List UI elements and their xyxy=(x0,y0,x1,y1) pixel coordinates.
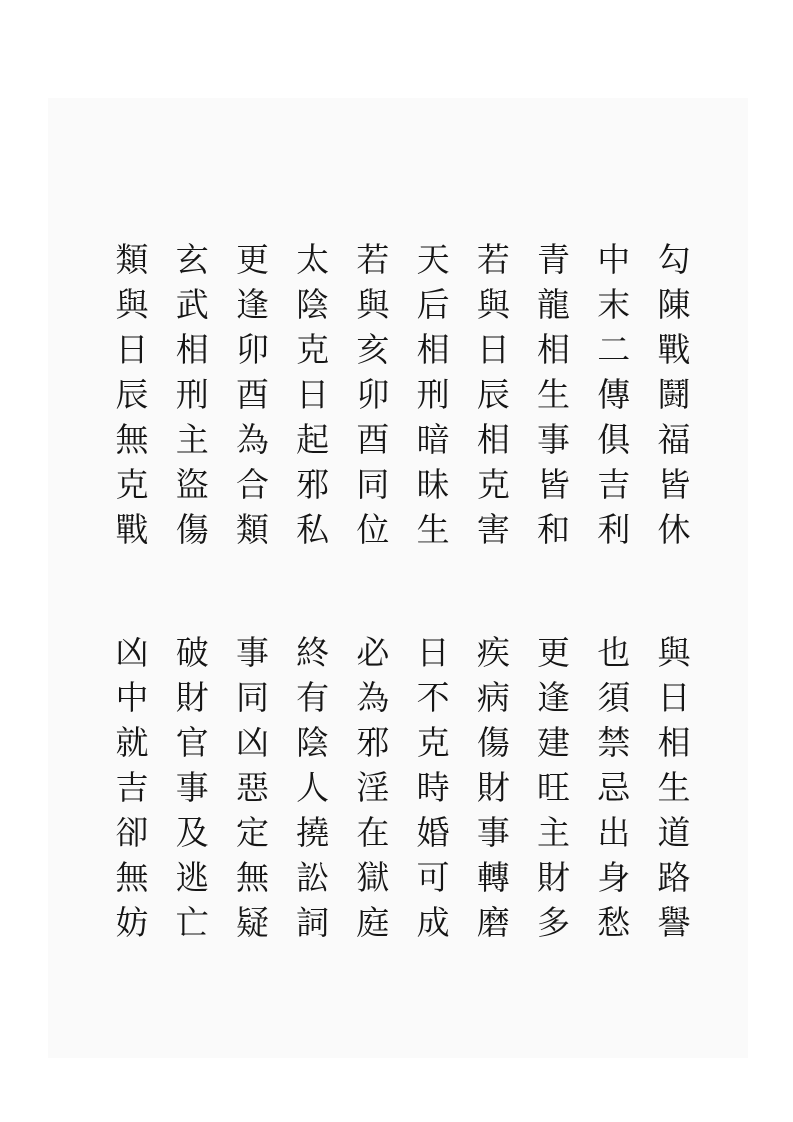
verse-character: 事 xyxy=(175,768,209,807)
verse-character: 時 xyxy=(416,768,450,807)
verse-character: 更 xyxy=(235,240,269,279)
verse-character: 凶 xyxy=(115,633,149,672)
verse-character: 事 xyxy=(476,813,510,852)
verse-column xyxy=(650,630,698,945)
verse-character: 磨 xyxy=(476,903,510,942)
verse-character: 獄 xyxy=(356,858,390,897)
verse-character: 必 xyxy=(356,633,390,672)
verse-character: 吉 xyxy=(115,768,149,807)
verse-character: 勾 xyxy=(657,240,691,279)
verse-character: 凶 xyxy=(235,723,269,762)
verse-character: 財 xyxy=(476,768,510,807)
verse-column xyxy=(228,237,276,552)
verse-character: 與 xyxy=(476,285,510,324)
verse-character: 玄 xyxy=(175,240,209,279)
verse-character: 為 xyxy=(356,678,390,717)
verse-character: 官 xyxy=(175,723,209,762)
verse-character: 傷 xyxy=(175,510,209,549)
verse-character: 中 xyxy=(115,678,149,717)
verse-column xyxy=(590,630,638,945)
verse-character: 起 xyxy=(296,420,330,459)
verse-character: 愁 xyxy=(597,903,631,942)
verse-character: 禁 xyxy=(597,723,631,762)
verse-character: 逢 xyxy=(235,285,269,324)
verse-character: 太 xyxy=(296,240,330,279)
verse-character: 詞 xyxy=(296,903,330,942)
verse-character: 路 xyxy=(657,858,691,897)
verse-character: 合 xyxy=(235,465,269,504)
verse-character: 成 xyxy=(416,903,450,942)
verse-character: 戰 xyxy=(115,510,149,549)
verse-character: 主 xyxy=(175,420,209,459)
verse-character: 財 xyxy=(175,678,209,717)
verse-column xyxy=(409,237,457,552)
verse-character: 昧 xyxy=(416,465,450,504)
verse-character: 人 xyxy=(296,768,330,807)
verse-character: 休 xyxy=(657,510,691,549)
verse-block-1 xyxy=(108,237,698,552)
verse-column xyxy=(289,630,337,945)
verse-character: 相 xyxy=(476,420,510,459)
verse-character: 邪 xyxy=(296,465,330,504)
verse-character: 逃 xyxy=(175,858,209,897)
verse-character: 財 xyxy=(537,858,571,897)
verse-character: 亥 xyxy=(356,330,390,369)
verse-character: 建 xyxy=(537,723,571,762)
verse-character: 無 xyxy=(115,858,149,897)
verse-character: 克 xyxy=(115,465,149,504)
verse-character: 陰 xyxy=(296,285,330,324)
verse-character: 相 xyxy=(537,330,571,369)
verse-column xyxy=(530,237,578,552)
verse-character: 卯 xyxy=(356,375,390,414)
verse-character: 庭 xyxy=(356,903,390,942)
verse-character: 與 xyxy=(356,285,390,324)
verse-character: 轉 xyxy=(476,858,510,897)
verse-column xyxy=(349,237,397,552)
verse-character: 也 xyxy=(597,633,631,672)
verse-character: 在 xyxy=(356,813,390,852)
verse-character: 定 xyxy=(235,813,269,852)
verse-character: 撓 xyxy=(296,813,330,852)
verse-character: 事 xyxy=(537,420,571,459)
verse-character: 身 xyxy=(597,858,631,897)
verse-character: 傷 xyxy=(476,723,510,762)
verse-character: 末 xyxy=(597,285,631,324)
verse-column xyxy=(168,237,216,552)
verse-character: 破 xyxy=(175,633,209,672)
verse-character: 亡 xyxy=(175,903,209,942)
verse-character: 病 xyxy=(476,678,510,717)
verse-character: 克 xyxy=(476,465,510,504)
verse-character: 日 xyxy=(657,678,691,717)
verse-character: 武 xyxy=(175,285,209,324)
verse-character: 俱 xyxy=(597,420,631,459)
verse-character: 辰 xyxy=(476,375,510,414)
verse-column xyxy=(590,237,638,552)
verse-column xyxy=(469,237,517,552)
verse-character: 刑 xyxy=(175,375,209,414)
verse-character: 道 xyxy=(657,813,691,852)
verse-character: 妨 xyxy=(115,903,149,942)
verse-character: 暗 xyxy=(416,420,450,459)
verse-character: 盜 xyxy=(175,465,209,504)
verse-character: 相 xyxy=(175,330,209,369)
verse-character: 淫 xyxy=(356,768,390,807)
verse-character: 可 xyxy=(416,858,450,897)
verse-character: 與 xyxy=(115,285,149,324)
verse-character: 酉 xyxy=(235,375,269,414)
verse-character: 辰 xyxy=(115,375,149,414)
verse-character: 戰 xyxy=(657,330,691,369)
verse-character: 多 xyxy=(537,903,571,942)
verse-character: 邪 xyxy=(356,723,390,762)
verse-character: 主 xyxy=(537,813,571,852)
verse-column xyxy=(349,630,397,945)
verse-character: 須 xyxy=(597,678,631,717)
verse-character: 同 xyxy=(235,678,269,717)
verse-column xyxy=(650,237,698,552)
verse-column xyxy=(228,630,276,945)
verse-character: 刑 xyxy=(416,375,450,414)
verse-character: 皆 xyxy=(657,465,691,504)
verse-character: 疾 xyxy=(476,633,510,672)
verse-block-2 xyxy=(108,630,698,945)
verse-character: 事 xyxy=(235,633,269,672)
verse-character: 不 xyxy=(416,678,450,717)
verse-column xyxy=(168,630,216,945)
verse-character: 若 xyxy=(476,240,510,279)
verse-character: 無 xyxy=(235,858,269,897)
verse-character: 和 xyxy=(537,510,571,549)
verse-character: 卻 xyxy=(115,813,149,852)
verse-character: 為 xyxy=(235,420,269,459)
verse-character: 相 xyxy=(416,330,450,369)
verse-character: 生 xyxy=(657,768,691,807)
verse-character: 及 xyxy=(175,813,209,852)
verse-character: 疑 xyxy=(235,903,269,942)
verse-character: 類 xyxy=(115,240,149,279)
verse-character: 青 xyxy=(537,240,571,279)
verse-character: 日 xyxy=(476,330,510,369)
verse-character: 訟 xyxy=(296,858,330,897)
verse-character: 二 xyxy=(597,330,631,369)
verse-character: 克 xyxy=(416,723,450,762)
verse-character: 旺 xyxy=(537,768,571,807)
verse-character: 婚 xyxy=(416,813,450,852)
verse-character: 譽 xyxy=(657,903,691,942)
verse-character: 位 xyxy=(356,510,390,549)
verse-character: 中 xyxy=(597,240,631,279)
verse-column xyxy=(530,630,578,945)
verse-character: 日 xyxy=(416,633,450,672)
verse-character: 龍 xyxy=(537,285,571,324)
verse-character: 吉 xyxy=(597,465,631,504)
verse-character: 忌 xyxy=(597,768,631,807)
verse-character: 同 xyxy=(356,465,390,504)
verse-column xyxy=(469,630,517,945)
verse-character: 鬪 xyxy=(657,375,691,414)
verse-character: 類 xyxy=(235,510,269,549)
verse-character: 利 xyxy=(597,510,631,549)
verse-character: 若 xyxy=(356,240,390,279)
verse-character: 天 xyxy=(416,240,450,279)
verse-character: 福 xyxy=(657,420,691,459)
verse-character: 逢 xyxy=(537,678,571,717)
verse-character: 皆 xyxy=(537,465,571,504)
verse-character: 卯 xyxy=(235,330,269,369)
verse-character: 有 xyxy=(296,678,330,717)
verse-character: 更 xyxy=(537,633,571,672)
verse-character: 無 xyxy=(115,420,149,459)
verse-character: 日 xyxy=(115,330,149,369)
verse-character: 終 xyxy=(296,633,330,672)
verse-column xyxy=(289,237,337,552)
verse-character: 出 xyxy=(597,813,631,852)
verse-character: 陳 xyxy=(657,285,691,324)
verse-character: 生 xyxy=(416,510,450,549)
verse-character: 克 xyxy=(296,330,330,369)
verse-column xyxy=(108,630,156,945)
verse-character: 后 xyxy=(416,285,450,324)
verse-character: 日 xyxy=(296,375,330,414)
verse-character: 酉 xyxy=(356,420,390,459)
verse-character: 相 xyxy=(657,723,691,762)
verse-character: 陰 xyxy=(296,723,330,762)
verse-column xyxy=(409,630,457,945)
verse-character: 惡 xyxy=(235,768,269,807)
verse-character: 生 xyxy=(537,375,571,414)
verse-character: 傳 xyxy=(597,375,631,414)
verse-character: 與 xyxy=(657,633,691,672)
verse-character: 害 xyxy=(476,510,510,549)
verse-character: 私 xyxy=(296,510,330,549)
verse-column xyxy=(108,237,156,552)
verse-character: 就 xyxy=(115,723,149,762)
